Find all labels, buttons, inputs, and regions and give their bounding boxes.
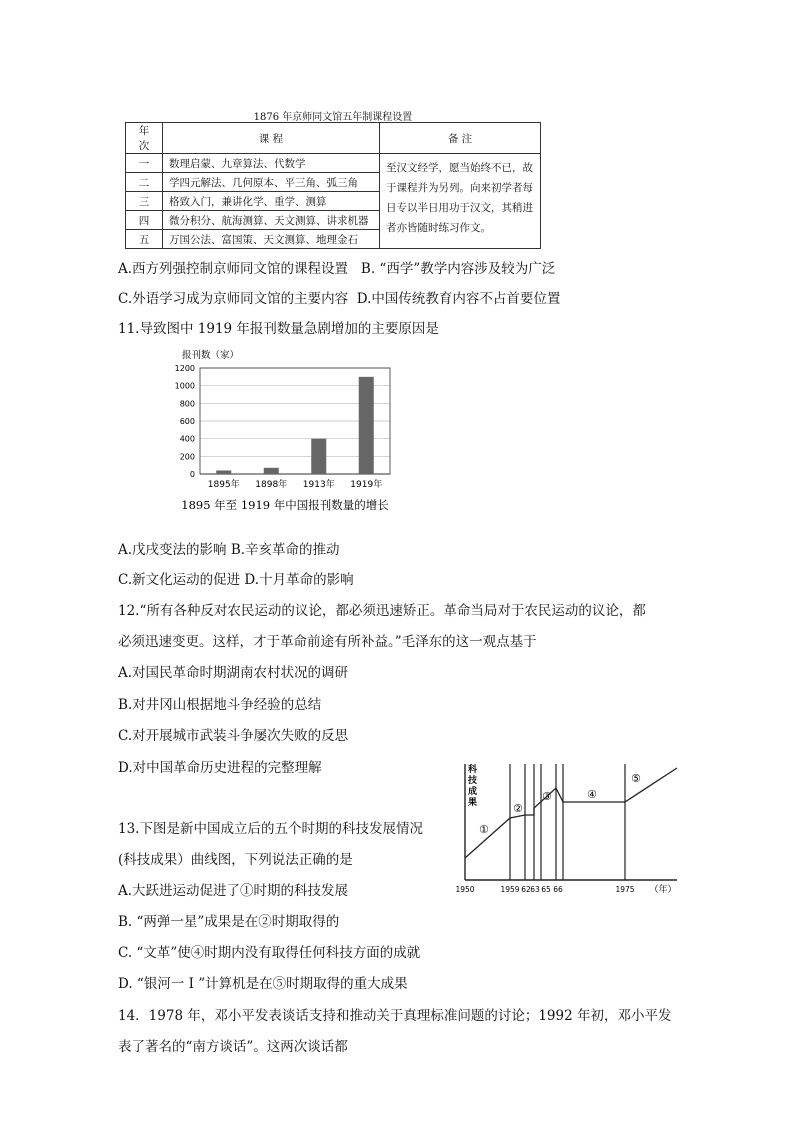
table-caption: 1876 年京师同文馆五年制课程设置 — [253, 112, 413, 123]
sci-period-5: ⑤ — [631, 772, 641, 785]
sci-tick-62: 62 — [521, 885, 531, 894]
chart-y-ticks — [175, 364, 195, 479]
row-year: 五 — [126, 230, 163, 249]
q12-stem-line1: 12.“所有各种反对农民运动的议论，都必须迅速矫正。革命当局对于农民运动的议论，都 — [118, 603, 646, 619]
sci-ylabel-4: 果 — [468, 798, 478, 808]
chart-y-tick: 600 — [179, 417, 195, 426]
sci-tick-63: 63 — [530, 885, 540, 894]
q13-stem-line2: (科技成果）曲线图，下列说法正确的是 — [118, 852, 353, 868]
q10-option-a: A.西方列强控制京师同文馆的课程设置 — [118, 261, 349, 277]
header-note: 备 注 — [380, 123, 541, 154]
chart-ylabel: 报刊数（家） — [182, 350, 240, 361]
chart-title: 1895 年至 1919 年中国报刊数量的增长 — [181, 498, 389, 512]
q10-options-ab — [118, 260, 555, 278]
sci-period-2: ② — [513, 802, 523, 815]
chart-x-tick: 1895年 — [207, 480, 240, 490]
q13-stem-line1: 13.下图是新中国成立后的五个时期的科技发展情况 — [118, 821, 423, 837]
press-count-chart — [160, 346, 420, 521]
chart-bar — [359, 377, 374, 474]
sci-period-3: ③ — [542, 790, 552, 803]
chart-x-tick: 1913年 — [302, 480, 335, 490]
q12-option-a: A.对国民革命时期湖南农村状况的调研 — [118, 665, 349, 681]
chart-y-tick: 0 — [189, 470, 195, 479]
q11-options-cd: C.新文化运动的促进 D.十月革命的影响 — [118, 572, 354, 588]
q13-option-a: A.大跃进运动促进了①时期的科技发展 — [118, 883, 349, 899]
sci-ylabel-1: 科 — [468, 765, 478, 775]
q10-options-cd — [118, 290, 560, 308]
sci-x-unit: （年） — [649, 885, 677, 895]
header-course: 课 程 — [163, 123, 380, 154]
chart-x-tick: 1919年 — [350, 480, 383, 490]
chart-bars — [216, 377, 374, 474]
sci-period-4: ④ — [587, 788, 597, 801]
chart-bar — [216, 470, 231, 474]
sci-tick-1959: 1959 — [500, 885, 520, 894]
row-course: 格致入门，兼讲化学、重学、测算 — [163, 192, 380, 211]
chart-bar — [264, 468, 279, 474]
row-course: 微分积分、航海测算、天文测算、讲求机器 — [163, 211, 380, 230]
q13-option-b: B. “两弹一星”成果是在②时期取得的 — [118, 914, 340, 930]
chart-y-tick: 800 — [179, 399, 195, 409]
row-course: 万国公法、富国策、天文测算、地理金石 — [163, 230, 380, 249]
sci-period-dividers — [510, 764, 625, 880]
q11-stem: 11.导致图中 1919 年报刊数量急剧增加的主要原因是 — [118, 321, 439, 337]
science-achievement-chart — [455, 760, 690, 900]
sci-tick-1950: 1950 — [455, 885, 475, 894]
course-table — [125, 122, 541, 249]
q12-option-c: C.对开展城市武装斗争屡次失败的反思 — [118, 728, 349, 744]
row-course: 学四元解法、几何原本、平三角、弧三角 — [163, 173, 380, 192]
q12-option-d: D.对中国革命历史进程的完整理解 — [118, 760, 322, 776]
q12-stem-line2: 必须迅速变更。这样，才于革命前途有所补益。”毛泽东的这一观点基于 — [118, 634, 537, 650]
chart-x-tick: 1898年 — [255, 480, 288, 490]
q10-option-c: C.外语学习成为京师同文馆的主要内容 — [118, 291, 349, 307]
sci-period-1: ① — [479, 823, 489, 836]
row-course: 数理启蒙、九章算法、代数学 — [163, 154, 380, 173]
row-year: 一 — [126, 154, 163, 173]
row-year: 二 — [126, 173, 163, 192]
table-header-row — [126, 123, 541, 154]
chart-bar — [311, 439, 326, 474]
chart-y-tick: 1200 — [174, 364, 195, 373]
sci-ylabel-3: 成 — [468, 787, 478, 797]
row-year: 四 — [126, 211, 163, 230]
chart-y-tick: 200 — [179, 452, 195, 462]
row-year: 三 — [126, 192, 163, 211]
sci-ylabel-2: 技 — [468, 776, 478, 786]
q14-stem-line2: 表了著名的“南方谈话”。这两次谈话都 — [118, 1039, 348, 1055]
q14-stem-line1: 14．1978 年，邓小平发表谈话支持和推动关于真理标准问题的讨论；1992 年初，邓小平发 — [118, 1008, 672, 1024]
q10-option-d: D.中国传统教育内容不占首要位置 — [356, 291, 561, 307]
chart-y-tick: 400 — [179, 434, 195, 444]
q13-option-d: D. “银河一 Ⅰ ”计算机是在⑤时期取得的重大成果 — [118, 976, 408, 992]
table-note: 至汉文经学，愿当始终不已，故于课程并为另列。向来初学者每日专以半日用功于汉文，其稍进者亦皆随时练习作文。 — [380, 154, 541, 249]
chart-y-tick: 1000 — [174, 381, 195, 391]
chart-x-ticks — [208, 478, 382, 490]
sci-tick-65: 65 — [541, 885, 551, 894]
q11-options-ab: A.戊戌变法的影响 B.辛亥革命的推动 — [118, 542, 340, 558]
sci-tick-66: 66 — [553, 885, 563, 894]
table-row — [126, 154, 541, 173]
q12-option-b: B.对井冈山根据地斗争经验的总结 — [118, 697, 322, 713]
sci-tick-1975: 1975 — [615, 885, 635, 894]
header-year: 年 次 — [126, 123, 163, 154]
q13-option-c: C. “文革”使④时期内没有取得任何科技方面的成就 — [118, 945, 421, 961]
sci-achievement-curve — [465, 768, 677, 858]
q10-option-b: B. “西学”教学内容涉及较为广泛 — [360, 261, 556, 277]
